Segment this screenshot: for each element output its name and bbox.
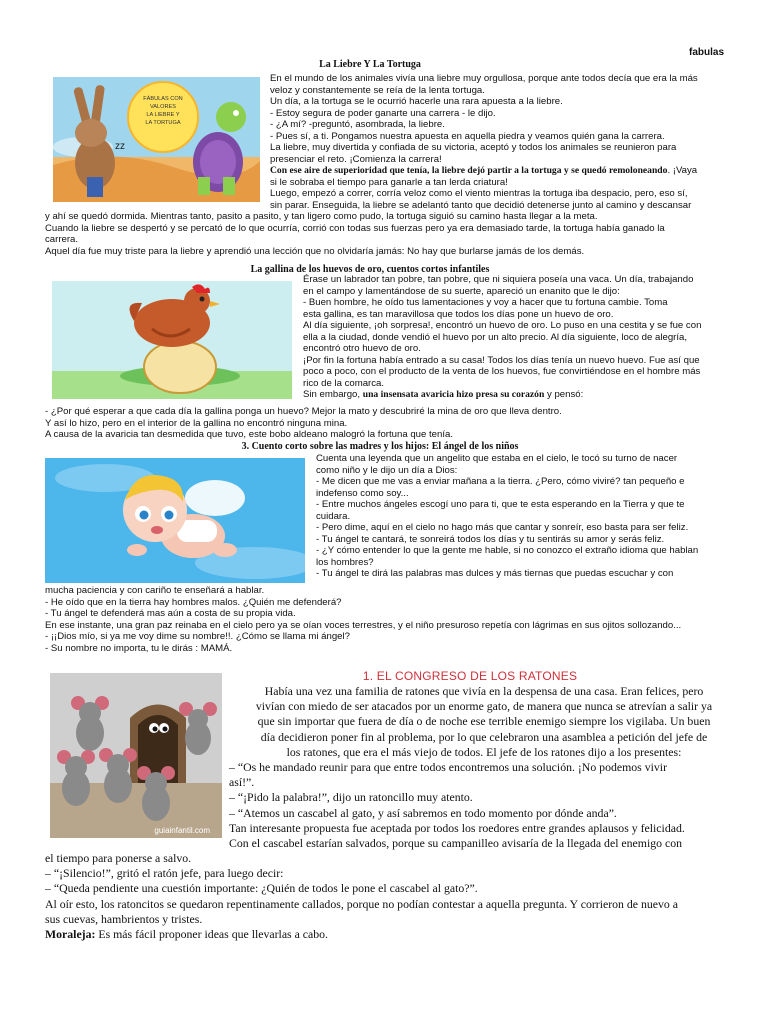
story4-full-text: el tiempo para ponerse a salvo. – “¡Silencio!”, gritó el ratón jefe, para luego decir: – “Queda pendiente una cuestión importante: ¿Quién de todos le pone el cascabel al gato?”. Al oír esto, los ratoncitos se quedaron repentinamente callados, porque no podían contestar a aquella pregunta. Y corrieron de nuevo a sus cuevas, hambrientos y tristes. Moraleja: Es más fácil proponer ideas que llevarlas a cabo. xyxy=(45,851,745,942)
golden-hen-image xyxy=(52,281,292,399)
story2-side-text: Érase un labrador tan pobre, tan pobre, que ni siquiera poseía una vaca. Un día, trabajando en el campo y lamentándose de su suerte, apareció un enanito que le dijo: - Buen hombre, he oído tus lamentaciones y voy a hacer que tu fortuna cambie. Toma esta gallina, es tan maravillosa que todos los días pone un huevo de oro. Al día siguiente, ¡oh sorpresa!, encontró un huevo de oro. Lo puso en una cestita y se fue con ella a la ciudad, donde vendió el huevo por un alto precio. Al día siguiente, loco de alegría, encontró otro huevo de oro. ¡Por fin la fortuna había entrado a su casa! Todos los días tenía un nuevo huevo. Fue así que poco a poco, con el producto de la venta de los huevos, fue convirtiéndose en el hombre más rico de la comarca. Sin embargo, una insensata avaricia hizo presa su corazón y pensó: xyxy=(303,274,702,400)
story2-title: La gallina de los huevos de oro, cuentos cortos infantiles xyxy=(250,264,490,275)
story1-side-text: En el mundo de los animales vivía una liebre muy orgullosa, porque ante todos decía que era la más veloz y constantemente se reía de la lenta tortuga. Un día, a la tortuga se le ocurrió hacerle una rara apuesta a la liebre. - Estoy segura de poder ganarte una carrera - le dijo. - ¿A mí? -preguntó, asombrada, la liebre. - Pues sí, a ti. Pongamos nuestra apuesta en aquella piedra y veamos quién gana la carrera. La liebre, muy divertida y confiada de su victoria, aceptó y todos los animales se reunieron para presenciar el reto. ¡Comienza la carrera! Con ese aire de superioridad que tenía, la liebre dejó partir a la tortuga y se quedó remoloneando. ¡Vaya si le sobraba el tiempo para ganarle a tan lerda criatura! Luego, empezó a correr, corría veloz como el viento mientras la tortuga iba despacio, pero, eso sí, sin parar. Enseguida, la liebre se adelantó tanto que decidió detenerse junto al camino y descansar xyxy=(270,73,698,211)
story4-title: 1. EL CONGRESO DE LOS RATONES xyxy=(362,669,578,683)
badge-line-2: VALORES xyxy=(149,104,177,110)
badge-line-3: LA LIEBRE Y xyxy=(146,112,180,118)
story2-full-text: - ¿Por qué esperar a que cada día la gallina ponga un huevo? Mejor la mato y descubriré la mina de oro que lleva dentro. Y así lo hizo, pero en el interior de la gallina no encontró ninguna mina. A causa de la avaricia tan desmedida que tuvo, este bobo aldeano malogró la fortuna que tenía. xyxy=(45,406,562,440)
image-credit: guiainfantil.com xyxy=(154,826,210,835)
badge-line-1: FÁBULAS CON xyxy=(143,96,183,102)
angel-baby-image xyxy=(45,458,305,583)
story3-full-text: mucha paciencia y con cariño te enseñará a hablar. - He oído que en la tierra hay hombres malos. ¿Quién me defenderá? - Tu ángel te defenderá mas aún a costa de su propia vida. En ese instante, una gran paz reinaba en el cielo pero ya se oían voces terrestres, y el niño presuroso repetía con lágrimas en sus ojitos sollozando... - ¡¡Dios mío, si ya me voy dime su nombre!!. ¿Cómo se llama mi ángel? - Su nombre no importa, tu le dirás : MAMÁ. xyxy=(45,585,682,654)
svg-text:zz: zz xyxy=(115,141,125,152)
mice-congress-image xyxy=(50,673,222,838)
story1-full-text: y ahí se quedó dormida. Mientras tanto, pasito a pasito, y tan ligero como pudo, la tortuga siguió su camino hasta llegar a la meta. Cuando la liebre se despertó y se percató de lo que ocurría, corrió con todas sus fuerzas pero ya era demasiado tarde, la tortuga había ganado la carrera. Aquel día fue muy triste para la liebre y aprendió una lección que no olvidaría jamás: No hay que burlarse jamás de los demás. xyxy=(45,211,665,257)
story3-title: 3. Cuento corto sobre las madres y los hijos: El ángel de los niños xyxy=(241,441,519,452)
badge-line-4: LA TORTUGA xyxy=(145,120,181,126)
moral: Moraleja: Es más fácil proponer ideas que llevarlas a cabo. xyxy=(45,927,329,942)
story4-side-text: Había una vez una familia de ratones que vivía en la despensa de una casa. Eran felices, pero vivían con miedo de ser atacados por un enorme gato, de manera que nunca se atrevían a salir ya que sin importar que fuera de día o de noche ese terrible enemigo siempre los vigilaba. Un buen día decidieron poner fin al problema, por lo que celebraron una asamblea a petición del jefe de los ratones, que era el más viejo de todos. El jefe de los ratones dijo a los presentes: – “Os he mandado reunir para que entre todos encontremos una solución. ¡No podemos vivir así!”. – “¡Pido la palabra!”, dijo un ratoncillo muy atento. – “Atemos un cascabel al gato, y así sabremos en todo momento por dónde anda”. Tan interesante propuesta fue aceptada por todos los roedores entre grandes aplausos y felicidad. Con el cascabel estarían salvados, porque su campanilleo avisaría de la llegada del enemigo con xyxy=(229,684,713,851)
page-tag: fabulas xyxy=(689,47,725,58)
story3-side-text: Cuenta una leyenda que un angelito que estaba en el cielo, le tocó su turno de nacer como niño y le dijo un día a Dios: - Me dicen que me vas a enviar mañana a la tierra. ¿Pero, cómo viviré? tan pequeño e indefenso como soy... - Entre muchos ángeles escogí uno para ti, que te esta esperando en la Tierra y que te cuidara. - Pero dime, aquí en el cielo no hago más que cantar y sonreír, eso basta para ser feliz. - Tu ángel te cantará, te sonreirá todos los días y tu sentirás su amor y serás feliz. - ¿Y cómo entender lo que la gente me hable, si no conozco el extraño idioma que hablan los hombres? - Tu ángel te dirá las palabras mas dulces y más tiernas que puedas escuchar y con xyxy=(316,453,699,579)
story1-title: La Liebre Y La Tortuga xyxy=(319,59,421,70)
hare-tortoise-image xyxy=(53,77,260,202)
